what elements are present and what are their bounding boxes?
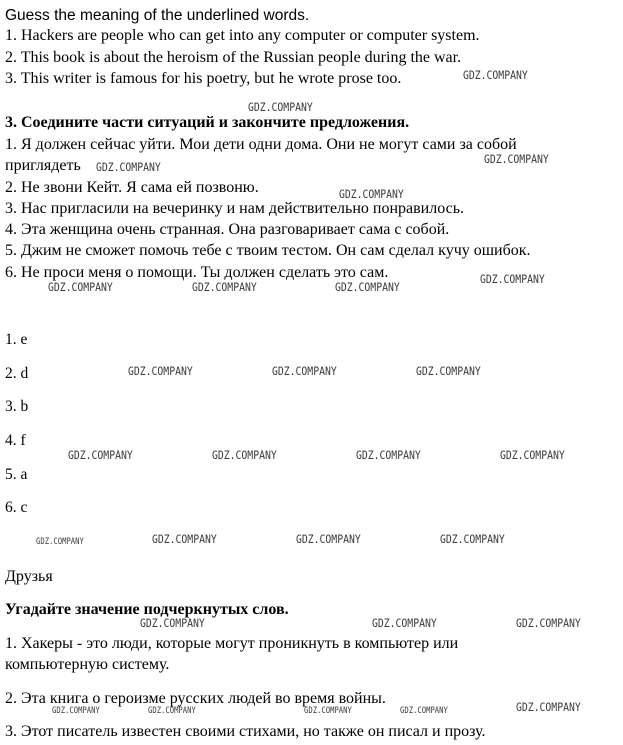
watermark: GDZ.COMPANY [68,448,133,462]
watermark: GDZ.COMPANY [304,706,352,716]
watermark: GDZ.COMPANY [96,160,161,174]
watermark: GDZ.COMPANY [480,272,545,286]
watermark: GDZ.COMPANY [148,706,196,716]
answer-5: 5. a [5,466,28,483]
watermark: GDZ.COMPANY [212,448,277,462]
watermark: GDZ.COMPANY [400,706,448,716]
watermark: GDZ.COMPANY [484,152,549,166]
russian-sentence-3: 3. Нас пригласили на вечеринку и нам действительно понравилось. [5,200,465,217]
watermark: GDZ.COMPANY [356,448,421,462]
watermark: GDZ.COMPANY [48,280,113,294]
russian-task-heading: 3. Соедините части ситуаций и закончите предложения. [5,114,410,131]
english-sentence-2: 2. This book is about the heroism of the Russian people during the war. [5,49,462,66]
watermark: GDZ.COMPANY [372,616,437,630]
translation-sentence-1: 1. Хакеры - это люди, которые могут проникнуть в компьютер или [5,635,459,652]
russian-sentence-5: 5. Джим не сможет помочь тебе с твоим тестом. Он сам сделал кучу ошибок. [5,242,531,259]
watermark: GDZ.COMPANY [52,706,100,716]
english-task-heading: Guess the meaning of the underlined words. [5,7,310,24]
watermark: GDZ.COMPANY [500,448,565,462]
watermark: GDZ.COMPANY [248,100,313,114]
russian-sentence-1-cont: приглядеть [5,157,81,174]
answer-4: 4. f [5,432,26,449]
watermark: GDZ.COMPANY [463,68,528,82]
translation-heading: Угадайте значение подчеркнутых слов. [5,601,289,618]
watermark: GDZ.COMPANY [296,532,361,546]
russian-sentence-4: 4. Эта женщина очень странная. Она разговаривает сама с собой. [5,221,450,238]
section-title-friends: Друзья [5,568,53,585]
answer-6: 6. c [5,499,28,516]
watermark: GDZ.COMPANY [128,364,193,378]
answer-3: 3. b [5,398,29,415]
watermark: GDZ.COMPANY [36,537,84,547]
watermark: GDZ.COMPANY [339,187,404,201]
watermark: GDZ.COMPANY [516,700,581,714]
answer-1: 1. e [5,331,28,348]
russian-sentence-2: 2. Не звони Кейт. Я сама ей позвоню. [5,179,259,196]
watermark: GDZ.COMPANY [416,364,481,378]
translation-sentence-2: 2. Эта книга о героизме русских людей во время войны. [5,690,386,707]
watermark: GDZ.COMPANY [140,616,205,630]
russian-sentence-1: 1. Я должен сейчас уйти. Мои дети одни дома. Они не могут сами за собой [5,136,517,153]
translation-sentence-1-cont: компьютерную систему. [5,656,170,673]
watermark: GDZ.COMPANY [272,364,337,378]
translation-sentence-3: 3. Этот писатель известен своими стихами, но также он писал и прозу. [5,723,486,740]
english-sentence-1: 1. Hackers are people who can get into any computer or computer system. [5,27,480,44]
english-sentence-3: 3. This writer is famous for his poetry, but he wrote prose too. [5,70,402,87]
watermark: GDZ.COMPANY [152,532,217,546]
watermark: GDZ.COMPANY [440,532,505,546]
watermark: GDZ.COMPANY [192,280,257,294]
watermark: GDZ.COMPANY [516,616,581,630]
russian-sentence-6: 6. Не проси меня о помощи. Ты должен сделать это сам. [5,264,389,281]
watermark: GDZ.COMPANY [335,280,400,294]
answer-2: 2. d [5,365,29,382]
